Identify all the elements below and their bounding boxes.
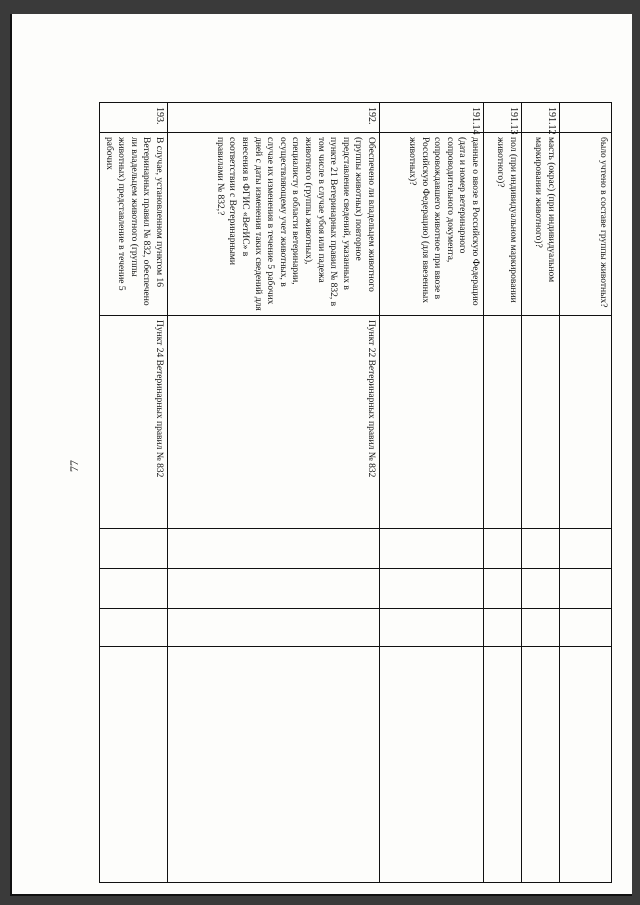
row-basis bbox=[560, 316, 612, 529]
row-basis bbox=[484, 316, 522, 529]
row-question: данные о ввозе в Российскую Федерацию (дата и номер ветеринарного сопроводительного документа, сопровождавшего животное при ввозе в Российскую Федерацию) (для ввезенных животных)? bbox=[380, 133, 484, 316]
row-question: пол (при индивидуальном маркировании животного)? bbox=[484, 133, 522, 316]
row-question: Обеспечено ли владельцем животного (группы животных) повторное представление сведений, указанных в пункте 21 Ветеринарных правил № 832, в том числе в случае убоя или падежа животного (группы животных), специалисту в области ветеринарии, осуществляющему учет животных, в случае их изменения в течение 5 рабочих дней с даты изменения таких сведений для внесения в ФГИС «ВетИС» в соответствии с Ветеринарными правилами № 832,? bbox=[168, 133, 380, 316]
table-row bbox=[560, 103, 612, 883]
empty-cell bbox=[484, 569, 522, 609]
empty-cell bbox=[380, 529, 484, 569]
table-row bbox=[484, 103, 522, 883]
empty-cell bbox=[560, 647, 612, 883]
empty-cell bbox=[100, 647, 168, 883]
row-question: В случае, установленном пунктом 16 Ветеринарных правил № 832, обеспечено ли владельцем животного (группы животных) представление в течение 5 рабочих bbox=[100, 133, 168, 316]
empty-cell bbox=[560, 529, 612, 569]
row-number: 191.12 bbox=[522, 103, 560, 133]
empty-cell bbox=[522, 609, 560, 647]
row-basis: Пункт 24 Ветеринарных правил № 832 bbox=[100, 316, 168, 529]
row-number: 191.14 bbox=[380, 103, 484, 133]
empty-cell bbox=[100, 529, 168, 569]
empty-cell bbox=[560, 569, 612, 609]
table-row bbox=[100, 103, 168, 883]
document-page bbox=[10, 14, 632, 896]
empty-cell bbox=[168, 569, 380, 609]
empty-cell bbox=[380, 609, 484, 647]
table-row bbox=[522, 103, 560, 883]
row-number bbox=[560, 103, 612, 133]
table-row bbox=[168, 103, 380, 883]
table-row bbox=[380, 103, 484, 883]
empty-cell bbox=[168, 647, 380, 883]
empty-cell bbox=[560, 609, 612, 647]
empty-cell bbox=[168, 529, 380, 569]
row-basis: Пункт 22 Ветеринарных правил № 832 bbox=[168, 316, 380, 529]
row-number: 191.13 bbox=[484, 103, 522, 133]
row-number: 192. bbox=[168, 103, 380, 133]
checklist-table bbox=[99, 102, 612, 883]
empty-cell bbox=[168, 609, 380, 647]
empty-cell bbox=[100, 569, 168, 609]
page-number: 77 bbox=[67, 460, 81, 472]
row-question: было учтено в составе группы животных? bbox=[560, 133, 612, 316]
empty-cell bbox=[380, 569, 484, 609]
empty-cell bbox=[522, 569, 560, 609]
empty-cell bbox=[522, 529, 560, 569]
empty-cell bbox=[100, 609, 168, 647]
empty-cell bbox=[484, 609, 522, 647]
empty-cell bbox=[484, 647, 522, 883]
checklist-table-container bbox=[103, 102, 612, 882]
empty-cell bbox=[484, 529, 522, 569]
row-basis bbox=[380, 316, 484, 529]
row-basis bbox=[522, 316, 560, 529]
empty-cell bbox=[380, 647, 484, 883]
row-question: масть (окрас) (при индивидуальном маркировании животного)? bbox=[522, 133, 560, 316]
empty-cell bbox=[522, 647, 560, 883]
row-number: 193. bbox=[100, 103, 168, 133]
